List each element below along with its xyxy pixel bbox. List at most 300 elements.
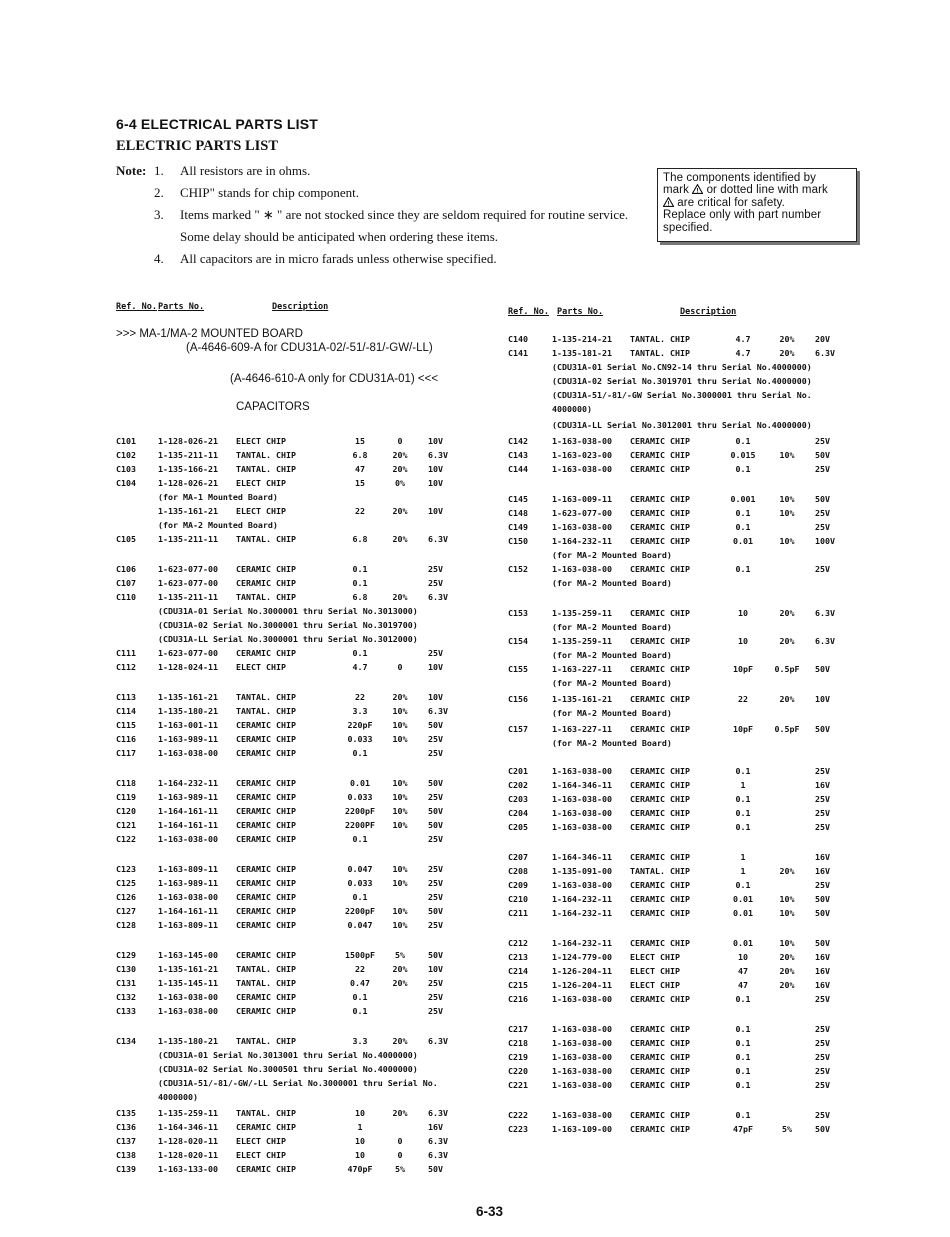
part-number-cell: 1-163-809-11 (158, 920, 218, 930)
voltage-cell: 100V (815, 536, 835, 546)
ref-cell: C122 (116, 834, 136, 844)
voltage-cell: 25V (815, 994, 830, 1004)
ref-cell: C219 (508, 1052, 528, 1062)
description-cell: CERAMIC CHIP (630, 880, 690, 890)
value-cell: 0.1 (735, 522, 751, 532)
note-item: 4. All capacitors are in micro farads unless otherwise specified. (154, 251, 497, 266)
description-cell: CERAMIC CHIP (630, 664, 690, 674)
part-number-cell: 1-124-779-00 (552, 952, 612, 962)
description-cell: TANTAL. CHIP (630, 334, 690, 344)
tolerance-cell: 10% (392, 878, 408, 888)
value-cell: 0.1 (735, 1110, 751, 1120)
tolerance-cell: 10% (392, 820, 408, 830)
part-number-cell: 1-163-038-00 (552, 1066, 612, 1076)
row-note: (CDU31A-01 Serial No.CN92-14 thru Serial No.4000000) (552, 362, 812, 372)
tolerance-cell: 10% (779, 536, 795, 546)
value-cell: 0.47 (350, 978, 370, 988)
tolerance-cell: 0% (395, 478, 405, 488)
part-number-cell: 1-128-020-11 (158, 1150, 218, 1160)
tolerance-cell: 10% (779, 494, 795, 504)
ref-cell: C220 (508, 1066, 528, 1076)
description-cell: CERAMIC CHIP (630, 564, 690, 574)
row-note: (for MA-2 Mounted Board) (552, 622, 672, 632)
value-cell: 6.8 (352, 592, 368, 602)
voltage-cell: 16V (815, 780, 830, 790)
description-cell: CERAMIC CHIP (630, 794, 690, 804)
tolerance-cell: 20% (779, 866, 795, 876)
voltage-cell: 16V (815, 866, 830, 876)
value-cell: 2200pF (345, 906, 375, 916)
tolerance-cell: 20% (392, 692, 408, 702)
voltage-cell: 6.3V (815, 636, 835, 646)
voltage-cell: 25V (815, 1038, 830, 1048)
ref-cell: C133 (116, 1006, 136, 1016)
value-cell: 10 (355, 1136, 365, 1146)
voltage-cell: 25V (428, 978, 443, 988)
tolerance-cell: 20% (392, 534, 408, 544)
voltage-cell: 50V (428, 1164, 443, 1174)
row-note: (CDU31A-02 Serial No.3019701 thru Serial No.4000000) (552, 376, 812, 386)
voltage-cell: 25V (428, 878, 443, 888)
part-number-cell: 1-164-346-11 (158, 1122, 218, 1132)
part-number-cell: 1-128-026-21 (158, 436, 218, 446)
part-number-cell: 1-135-091-00 (552, 866, 612, 876)
ref-cell: C205 (508, 822, 528, 832)
tolerance-cell: 5% (395, 1164, 405, 1174)
value-cell: 0.015 (730, 450, 756, 460)
voltage-cell: 25V (428, 564, 443, 574)
description-cell: CERAMIC CHIP (236, 906, 296, 916)
description-cell: ELECT CHIP (630, 952, 680, 962)
voltage-cell: 6.3V (428, 1150, 448, 1160)
voltage-cell: 50V (815, 450, 830, 460)
part-number-cell: 1-135-211-11 (158, 534, 218, 544)
voltage-cell: 6.3V (428, 1036, 448, 1046)
description-cell: CERAMIC CHIP (236, 1006, 296, 1016)
description-cell: CERAMIC CHIP (236, 748, 296, 758)
value-cell: 4.7 (735, 334, 751, 344)
ref-cell: C101 (116, 436, 136, 446)
value-cell: 6.8 (352, 534, 368, 544)
part-number-cell: 1-135-166-21 (158, 464, 218, 474)
part-number-cell: 1-163-989-11 (158, 734, 218, 744)
ref-cell: C107 (116, 578, 136, 588)
description-cell: CERAMIC CHIP (630, 494, 690, 504)
voltage-cell: 25V (428, 992, 443, 1002)
row-note: (for MA-2 Mounted Board) (552, 650, 672, 660)
value-cell: 1 (740, 852, 746, 862)
part-number-cell: 1-164-232-11 (552, 894, 612, 904)
part-number-cell: 1-163-038-00 (552, 766, 612, 776)
ref-cell: C202 (508, 780, 528, 790)
voltage-cell: 25V (815, 1080, 830, 1090)
part-number-cell: 1-135-161-21 (158, 692, 218, 702)
ref-cell: C135 (116, 1108, 136, 1118)
part-number-cell: 1-128-026-21 (158, 478, 218, 488)
description-cell: CERAMIC CHIP (236, 950, 296, 960)
value-cell: 3.3 (352, 1036, 368, 1046)
ref-cell: C221 (508, 1080, 528, 1090)
voltage-cell: 16V (815, 966, 830, 976)
description-cell: CERAMIC CHIP (236, 806, 296, 816)
description-cell: TANTAL. CHIP (630, 866, 690, 876)
ref-cell: C209 (508, 880, 528, 890)
description-cell: CERAMIC CHIP (236, 892, 296, 902)
tolerance-cell: 10% (392, 806, 408, 816)
part-number-cell: 1-135-259-11 (552, 636, 612, 646)
value-cell: 47pF (733, 1124, 753, 1134)
tolerance-cell: 10% (392, 720, 408, 730)
part-number-cell: 1-163-809-11 (158, 864, 218, 874)
value-cell: 0.001 (730, 494, 756, 504)
tolerance-cell: 5% (782, 1124, 792, 1134)
ref-cell: C104 (116, 478, 136, 488)
voltage-cell: 16V (428, 1122, 443, 1132)
voltage-cell: 25V (815, 1024, 830, 1034)
description-cell: CERAMIC CHIP (630, 608, 690, 618)
row-note: (for MA-2 Mounted Board) (158, 520, 278, 530)
value-cell: 1 (740, 780, 746, 790)
voltage-cell: 25V (815, 1066, 830, 1076)
part-number-cell: 1-163-989-11 (158, 792, 218, 802)
value-cell: 0.1 (735, 564, 751, 574)
ref-cell: C102 (116, 450, 136, 460)
row-note: (CDU31A-01 Serial No.3013001 thru Serial No.4000000) (158, 1050, 418, 1060)
voltage-cell: 50V (815, 1124, 830, 1134)
row-note: 4000000) (552, 404, 592, 414)
ref-cell: C144 (508, 464, 528, 474)
description-cell: CERAMIC CHIP (236, 992, 296, 1002)
value-cell: 0.01 (733, 536, 753, 546)
ref-cell: C105 (116, 534, 136, 544)
description-cell: ELECT CHIP (236, 436, 286, 446)
ref-cell: C132 (116, 992, 136, 1002)
tolerance-cell: 10% (779, 908, 795, 918)
part-number-cell: 1-164-232-11 (552, 938, 612, 948)
part-number-cell: 1-135-211-11 (158, 592, 218, 602)
value-cell: 0.1 (352, 1006, 368, 1016)
part-number-cell: 1-164-346-11 (552, 852, 612, 862)
ref-cell: C106 (116, 564, 136, 574)
voltage-cell: 25V (815, 1052, 830, 1062)
description-cell: CERAMIC CHIP (630, 1066, 690, 1076)
value-cell: 0.1 (735, 1024, 751, 1034)
voltage-cell: 25V (815, 522, 830, 532)
tolerance-cell: 20% (392, 978, 408, 988)
description-cell: TANTAL. CHIP (236, 1108, 296, 1118)
value-cell: 0.1 (735, 508, 751, 518)
value-cell: 47 (355, 464, 365, 474)
tolerance-cell: 20% (779, 334, 795, 344)
part-number-cell: 1-128-020-11 (158, 1136, 218, 1146)
value-cell: 22 (355, 964, 365, 974)
ref-cell: C110 (116, 592, 136, 602)
description-cell: CERAMIC CHIP (630, 1124, 690, 1134)
value-cell: 3.3 (352, 706, 368, 716)
value-cell: 0.01 (350, 778, 370, 788)
value-cell: 2200pF (345, 806, 375, 816)
ref-cell: C204 (508, 808, 528, 818)
value-cell: 47 (738, 966, 748, 976)
part-number-cell: 1-163-989-11 (158, 878, 218, 888)
voltage-cell: 50V (815, 894, 830, 904)
value-cell: 15 (355, 436, 365, 446)
description-cell: CERAMIC CHIP (630, 724, 690, 734)
description-cell: CERAMIC CHIP (630, 450, 690, 460)
note-item: 2. CHIP" stands for chip component. (154, 185, 359, 200)
description-cell: CERAMIC CHIP (630, 1038, 690, 1048)
voltage-cell: 50V (428, 950, 443, 960)
description-cell: CERAMIC CHIP (630, 536, 690, 546)
ref-cell: C113 (116, 692, 136, 702)
col-header-ref: Ref. No. (116, 302, 157, 312)
ref-cell: C150 (508, 536, 528, 546)
part-number-cell: 1-163-038-00 (552, 522, 612, 532)
part-number-cell: 1-164-232-11 (552, 536, 612, 546)
voltage-cell: 10V (428, 662, 443, 672)
value-cell: 10 (355, 1150, 365, 1160)
ref-cell: C222 (508, 1110, 528, 1120)
voltage-cell: 50V (815, 908, 830, 918)
tolerance-cell: 0 (397, 1150, 403, 1160)
ref-cell: C207 (508, 852, 528, 862)
ref-cell: C114 (116, 706, 136, 716)
row-note: (for MA-1 Mounted Board) (158, 492, 278, 502)
ref-cell: C142 (508, 436, 528, 446)
ref-cell: C152 (508, 564, 528, 574)
section-title: 6-4 ELECTRICAL PARTS LIST (116, 116, 319, 132)
part-number-cell: 1-135-181-21 (552, 348, 612, 358)
col-header-desc: Description (680, 307, 737, 317)
tolerance-cell: 20% (779, 636, 795, 646)
description-cell: TANTAL. CHIP (236, 692, 296, 702)
ref-cell: C154 (508, 636, 528, 646)
ref-cell: C130 (116, 964, 136, 974)
value-cell: 0.033 (347, 878, 373, 888)
row-note: (for MA-2 Mounted Board) (552, 738, 672, 748)
ref-cell: C116 (116, 734, 136, 744)
notes-block (116, 160, 636, 270)
description-cell: CERAMIC CHIP (630, 436, 690, 446)
ref-cell: C217 (508, 1024, 528, 1034)
description-cell: CERAMIC CHIP (236, 1122, 296, 1132)
voltage-cell: 25V (815, 464, 830, 474)
col-header-desc: Description (272, 302, 329, 312)
voltage-cell: 25V (428, 578, 443, 588)
voltage-cell: 25V (428, 834, 443, 844)
value-cell: 15 (355, 478, 365, 488)
value-cell: 10 (738, 636, 748, 646)
value-cell: 470pF (347, 1164, 373, 1174)
description-cell: CERAMIC CHIP (630, 994, 690, 1004)
ref-cell: C137 (116, 1136, 136, 1146)
category-heading: CAPACITORS (236, 401, 310, 413)
tolerance-cell: 20% (779, 348, 795, 358)
part-number-cell: 1-135-259-11 (552, 608, 612, 618)
value-cell: 4.7 (735, 348, 751, 358)
part-number-cell: 1-163-038-00 (552, 822, 612, 832)
note-item: 3. Items marked " ∗ " are not stocked since they are seldom required for routine service. (154, 207, 629, 222)
voltage-cell: 6.3V (428, 1108, 448, 1118)
part-number-cell: 1-163-001-11 (158, 720, 218, 730)
part-number-cell: 1-135-161-21 (158, 506, 218, 516)
voltage-cell: 6.3V (428, 592, 448, 602)
voltage-cell: 50V (428, 906, 443, 916)
part-number-cell: 1-163-038-00 (552, 1080, 612, 1090)
note-item: Some delay should be anticipated when ordering these items. (180, 229, 499, 244)
description-cell: ELECT CHIP (236, 478, 286, 488)
svg-text:!: ! (696, 188, 699, 195)
col-header-part: Parts No. (158, 302, 205, 312)
voltage-cell: 25V (815, 564, 830, 574)
tolerance-cell: 5% (395, 950, 405, 960)
part-number-cell: 1-128-024-11 (158, 662, 218, 672)
voltage-cell: 6.3V (428, 706, 448, 716)
ref-cell: C123 (116, 864, 136, 874)
tolerance-cell: 10% (392, 706, 408, 716)
voltage-cell: 50V (815, 494, 830, 504)
voltage-cell: 25V (428, 648, 443, 658)
description-cell: CERAMIC CHIP (236, 578, 296, 588)
row-note: (CDU31A-LL Serial No.3000001 thru Serial No.3012000) (158, 634, 418, 644)
voltage-cell: 6.3V (815, 608, 835, 618)
value-cell: 0.033 (347, 734, 373, 744)
board-heading: >>> MA-1/MA-2 MOUNTED BOARD (116, 328, 303, 340)
part-number-cell: 1-163-038-00 (552, 564, 612, 574)
ref-cell: C218 (508, 1038, 528, 1048)
row-note: (CDU31A-51/-81/-GW/-LL Serial No.3000001 thru Serial No. (158, 1078, 438, 1088)
description-cell: TANTAL. CHIP (236, 706, 296, 716)
value-cell: 0.1 (735, 794, 751, 804)
voltage-cell: 25V (815, 880, 830, 890)
description-cell: CERAMIC CHIP (630, 1080, 690, 1090)
tolerance-cell: 10% (779, 894, 795, 904)
value-cell: 10 (738, 608, 748, 618)
ref-cell: C138 (116, 1150, 136, 1160)
description-cell: CERAMIC CHIP (630, 1024, 690, 1034)
ref-cell: C103 (116, 464, 136, 474)
voltage-cell: 25V (428, 892, 443, 902)
warning-triangle-icon (692, 184, 703, 194)
description-cell: CERAMIC CHIP (236, 564, 296, 574)
ref-cell: C126 (116, 892, 136, 902)
ref-cell: C139 (116, 1164, 136, 1174)
tolerance-cell: 20% (779, 608, 795, 618)
voltage-cell: 25V (428, 734, 443, 744)
voltage-cell: 25V (428, 864, 443, 874)
part-number-cell: 1-135-180-21 (158, 706, 218, 716)
voltage-cell: 6.3V (428, 1136, 448, 1146)
description-cell: CERAMIC CHIP (630, 808, 690, 818)
row-note: (for MA-2 Mounted Board) (552, 708, 672, 718)
tolerance-cell: 0 (397, 436, 403, 446)
description-cell: TANTAL. CHIP (236, 592, 296, 602)
description-cell: ELECT CHIP (630, 966, 680, 976)
ref-cell: C118 (116, 778, 136, 788)
value-cell: 10pF (733, 664, 753, 674)
value-cell: 0.1 (352, 564, 368, 574)
voltage-cell: 25V (815, 822, 830, 832)
description-cell: TANTAL. CHIP (236, 978, 296, 988)
page-number: 6-33 (476, 1204, 504, 1219)
row-note: (CDU31A-01 Serial No.3000001 thru Serial No.3013000) (158, 606, 418, 616)
voltage-cell: 25V (428, 748, 443, 758)
value-cell: 0.047 (347, 864, 373, 874)
tolerance-cell: 20% (392, 592, 408, 602)
value-cell: 0.1 (352, 992, 368, 1002)
part-number-cell: 1-163-038-00 (552, 808, 612, 818)
tolerance-cell: 0.5pF (774, 724, 800, 734)
ref-cell: C223 (508, 1124, 528, 1134)
voltage-cell: 25V (815, 1110, 830, 1120)
part-number-cell: 1-163-038-00 (552, 794, 612, 804)
voltage-cell: 50V (815, 724, 830, 734)
description-cell: CERAMIC CHIP (630, 522, 690, 532)
description-cell: CERAMIC CHIP (630, 766, 690, 776)
board-subheading: (A-4646-609-A for CDU31A-02/-51/-81/-GW/-LL) (186, 342, 433, 354)
board-subheading: (A-4646-610-A only for CDU31A-01) <<< (230, 373, 439, 385)
value-cell: 6.8 (352, 450, 368, 460)
tolerance-cell: 10% (779, 938, 795, 948)
tolerance-cell: 20% (779, 694, 795, 704)
part-number-cell: 1-135-259-11 (158, 1108, 218, 1118)
voltage-cell: 25V (815, 508, 830, 518)
tolerance-cell: 20% (779, 952, 795, 962)
description-cell: CERAMIC CHIP (630, 852, 690, 862)
part-number-cell: 1-135-161-21 (158, 964, 218, 974)
row-note: (CDU31A-02 Serial No.3000001 thru Serial No.3019700) (158, 620, 418, 630)
value-cell: 1500pF (345, 950, 375, 960)
tolerance-cell: 20% (779, 980, 795, 990)
row-note: (for MA-2 Mounted Board) (552, 678, 672, 688)
tolerance-cell: 0 (397, 1136, 403, 1146)
value-cell: 0.01 (733, 894, 753, 904)
tolerance-cell: 20% (392, 464, 408, 474)
value-cell: 0.1 (352, 648, 368, 658)
voltage-cell: 25V (815, 808, 830, 818)
part-number-cell: 1-163-038-00 (552, 1038, 612, 1048)
part-number-cell: 1-163-038-00 (552, 1052, 612, 1062)
description-cell: CERAMIC CHIP (236, 734, 296, 744)
description-cell: CERAMIC CHIP (630, 464, 690, 474)
description-cell: CERAMIC CHIP (630, 822, 690, 832)
value-cell: 0.1 (735, 880, 751, 890)
description-cell: TANTAL. CHIP (236, 534, 296, 544)
ref-cell: C153 (508, 608, 528, 618)
voltage-cell: 10V (815, 694, 830, 704)
part-number-cell: 1-163-038-00 (158, 1006, 218, 1016)
part-number-cell: 1-135-214-21 (552, 334, 612, 344)
tolerance-cell: 20% (392, 450, 408, 460)
part-number-cell: 1-623-077-00 (158, 564, 218, 574)
voltage-cell: 6.3V (815, 348, 835, 358)
tolerance-cell: 0.5pF (774, 664, 800, 674)
tolerance-cell: 10% (392, 864, 408, 874)
value-cell: 22 (738, 694, 748, 704)
ref-cell: C117 (116, 748, 136, 758)
ref-cell: C156 (508, 694, 528, 704)
description-cell: CERAMIC CHIP (630, 508, 690, 518)
safety-notice-box: The components identified by mark ! or dotted line with mark ! are critical for safety. Replace only with part number specified. (657, 168, 857, 242)
ref-cell: C115 (116, 720, 136, 730)
voltage-cell: 10V (428, 692, 443, 702)
part-number-cell: 1-163-038-00 (552, 1024, 612, 1034)
ref-cell: C129 (116, 950, 136, 960)
description-cell: CERAMIC CHIP (630, 636, 690, 646)
voltage-cell: 20V (815, 334, 830, 344)
value-cell: 0.1 (735, 1080, 751, 1090)
voltage-cell: 10V (428, 506, 443, 516)
